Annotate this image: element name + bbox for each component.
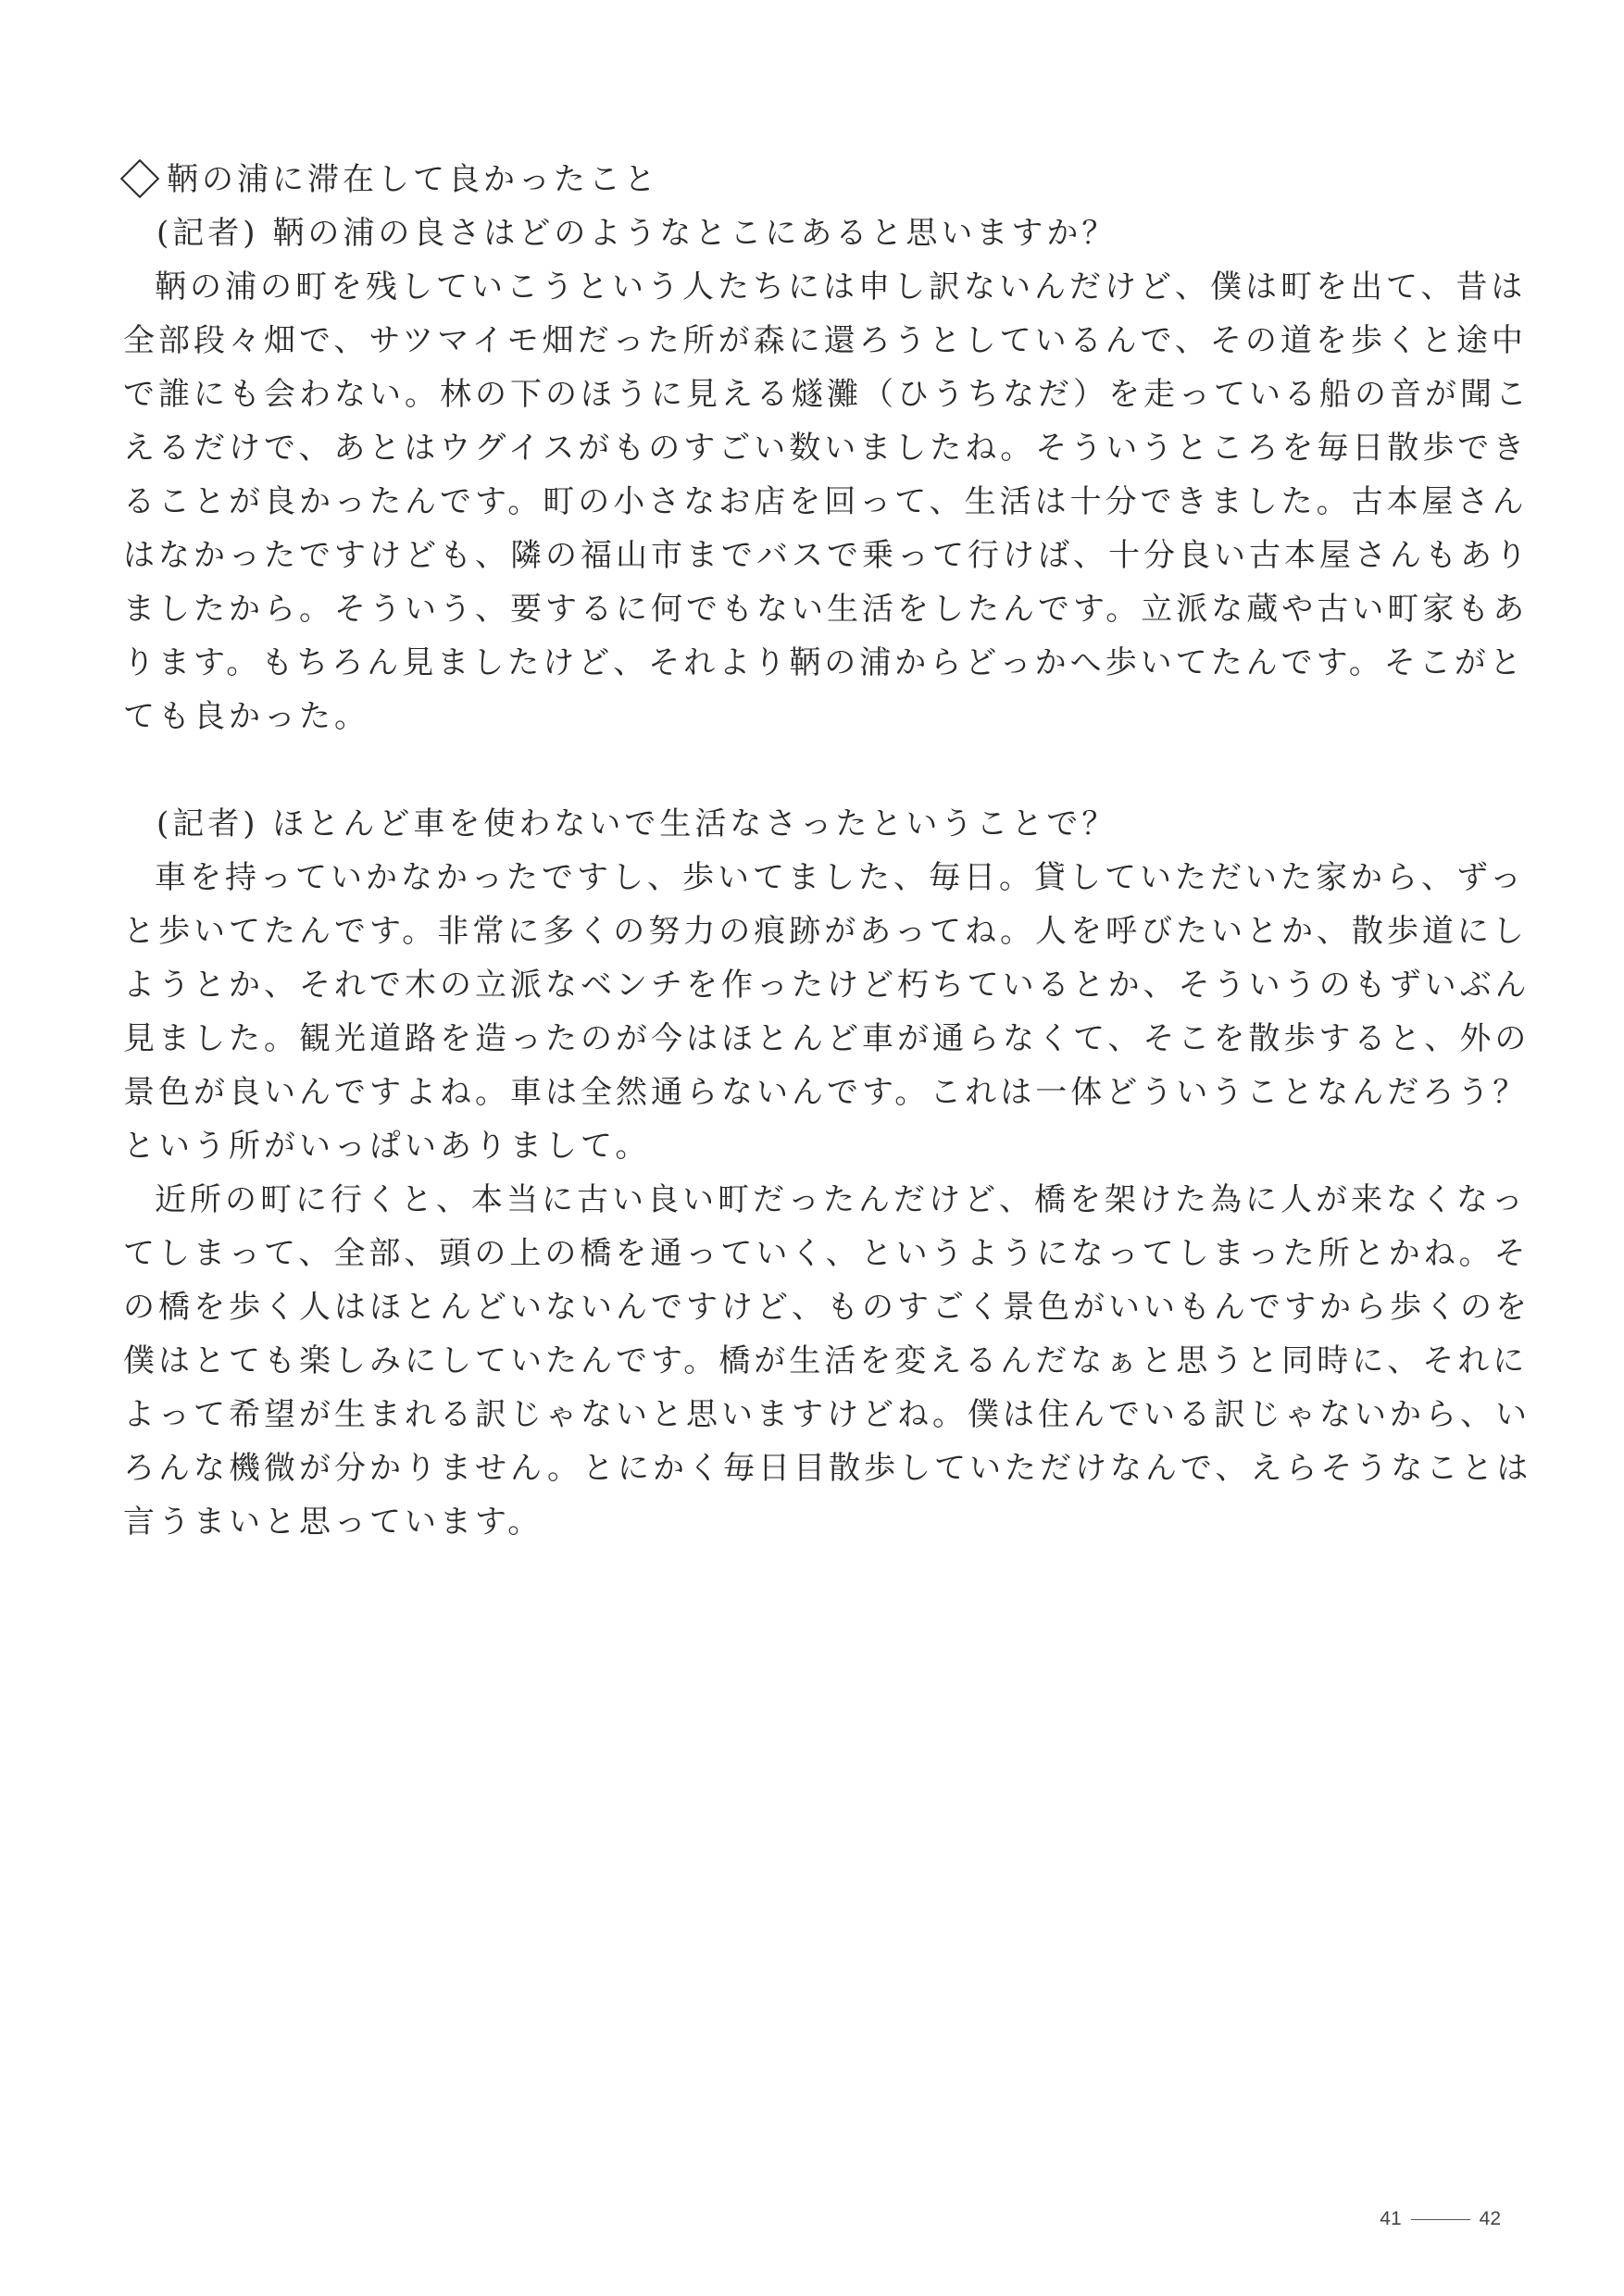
answer-1-line xyxy=(123,475,1528,529)
page-number-left: 41 xyxy=(1380,2208,1402,2229)
answer-3-line-text: よって希望が生まれる訳じゃないと思いますけどね。僕は住んでいる訳じゃないから、い xyxy=(123,1396,1530,1433)
interview-body xyxy=(123,206,1532,1549)
answer-1-line-text: ても良かった。 xyxy=(123,698,369,735)
answer-2-line-text: 車を持っていかなかったですし、歩いてました、毎日。貸していただいた家から、ずっ xyxy=(155,859,1525,896)
answer-1-line-text: えるだけで、あとはウグイスがものすごい数いましたね。そういうところを毎日散歩でき xyxy=(123,430,1529,467)
answer-1-line-text: 鞆の浦の町を残していこうという人たちには申し訳ないんだけど、僕は町を出て、昔は xyxy=(155,268,1527,306)
section-heading-text: 鞆の浦に滞在して良かったこと xyxy=(167,161,659,198)
answer-2-line-text: と歩いてたんです。非常に多くの努力の痕跡があってね。人を呼びたいとか、散歩道にし xyxy=(123,913,1528,950)
question-2-text: (記者) ほとんど車を使わないで生活なさったということで？ xyxy=(156,805,1118,842)
answer-3-line xyxy=(123,1441,1532,1495)
answer-2-line xyxy=(123,1012,1530,1066)
answer-1-line-text: はなかったですけども、隣の福山市までバスで乗って行けば、十分良い古本屋さんもあり xyxy=(123,537,1530,574)
question-2 xyxy=(123,797,1503,851)
answer-3-line-text: ろんな機微が分かりません。とにかく毎日目散歩していただけなんで、えらそうなことは xyxy=(123,1450,1532,1487)
answer-1-line xyxy=(123,582,1529,636)
answer-3-line-text: てしまって、全部、頭の上の橋を通っていく、というようになってしまった所とかね。そ xyxy=(123,1235,1530,1272)
answer-2-line xyxy=(123,1066,1529,1119)
answer-3-line xyxy=(123,1280,1530,1334)
page-numbers xyxy=(1380,2208,1501,2230)
answer-3-line xyxy=(123,1334,1529,1388)
answer-2-line-text: 見ました。観光道路を造ったのが今はほとんど車が通らなくて、そこを散歩すると、外の xyxy=(123,1020,1530,1057)
answer-2-line-text: 景色が良いんですよね。車は全然通らないんです。これは一体どういうことなんだろう？ xyxy=(123,1074,1529,1111)
page-number-right: 42 xyxy=(1479,2208,1501,2229)
section-heading xyxy=(120,153,659,206)
answer-3-line xyxy=(123,1173,1527,1227)
answer-1-line xyxy=(123,314,1527,368)
answer-1-line xyxy=(123,368,1530,421)
answer-2-line xyxy=(123,958,1530,1012)
diamond-icon xyxy=(120,159,159,198)
answer-1-line-text: 全部段々畑で、サツマイモ畑だった所が森に還ろうとしているんで、その道を歩くと途中 xyxy=(123,322,1527,359)
answer-3-line-text: 近所の町に行くと、本当に古い良い町だったんだけど、橋を架けた為に人が来なくなっ xyxy=(155,1181,1527,1218)
answer-1-line xyxy=(123,421,1529,475)
answer-1-line-text: ましたから。そういう、要するに何でもない生活をしたんです。立派な蔵や古い町家もあ xyxy=(123,591,1529,628)
answer-2-line xyxy=(123,851,1525,905)
answer-1-line-text: ります。もちろん見ましたけど、それより鞆の浦からどっかへ歩いてたんです。そこがと xyxy=(123,644,1525,681)
paragraph-gap xyxy=(123,743,1503,797)
answer-1-line xyxy=(123,636,1525,690)
answer-1-line xyxy=(123,529,1530,582)
question-1-text: (記者) 鞆の浦の良さはどのようなとこにあると思いますか？ xyxy=(156,215,1118,252)
answer-2-line xyxy=(123,1119,1503,1173)
page-number-divider xyxy=(1411,2219,1470,2220)
answer-2-line-text: という所がいっぱいありまして。 xyxy=(123,1128,651,1165)
answer-3-line-text: 僕はとても楽しみにしていたんです。橋が生活を変えるんだなぁと思うと同時に、それに xyxy=(123,1342,1529,1379)
answer-1-line-text: ることが良かったんです。町の小さなお店を回って、生活は十分できました。古本屋さん xyxy=(123,483,1528,520)
answer-3-line-text: の橋を歩く人はほとんどいないんですけど、ものすごく景色がいいもんですから歩くのを xyxy=(123,1289,1530,1326)
answer-1-line-text: で誰にも会わない。林の下のほうに見える燧灘（ひうちなだ）を走っている船の音が聞こ xyxy=(123,376,1530,413)
answer-2-line xyxy=(123,905,1528,958)
answer-3-line xyxy=(123,1388,1530,1441)
answer-2-line-text: ようとか、それで木の立派なベンチを作ったけど朽ちているとか、そういうのもずいぶん xyxy=(123,967,1530,1004)
answer-1-line xyxy=(123,260,1527,314)
answer-1-line xyxy=(123,690,1503,743)
question-1 xyxy=(123,206,1503,260)
answer-3-line-text: 言うまいと思っています。 xyxy=(123,1504,543,1541)
answer-3-line xyxy=(123,1227,1530,1280)
answer-3-line xyxy=(123,1495,1503,1549)
